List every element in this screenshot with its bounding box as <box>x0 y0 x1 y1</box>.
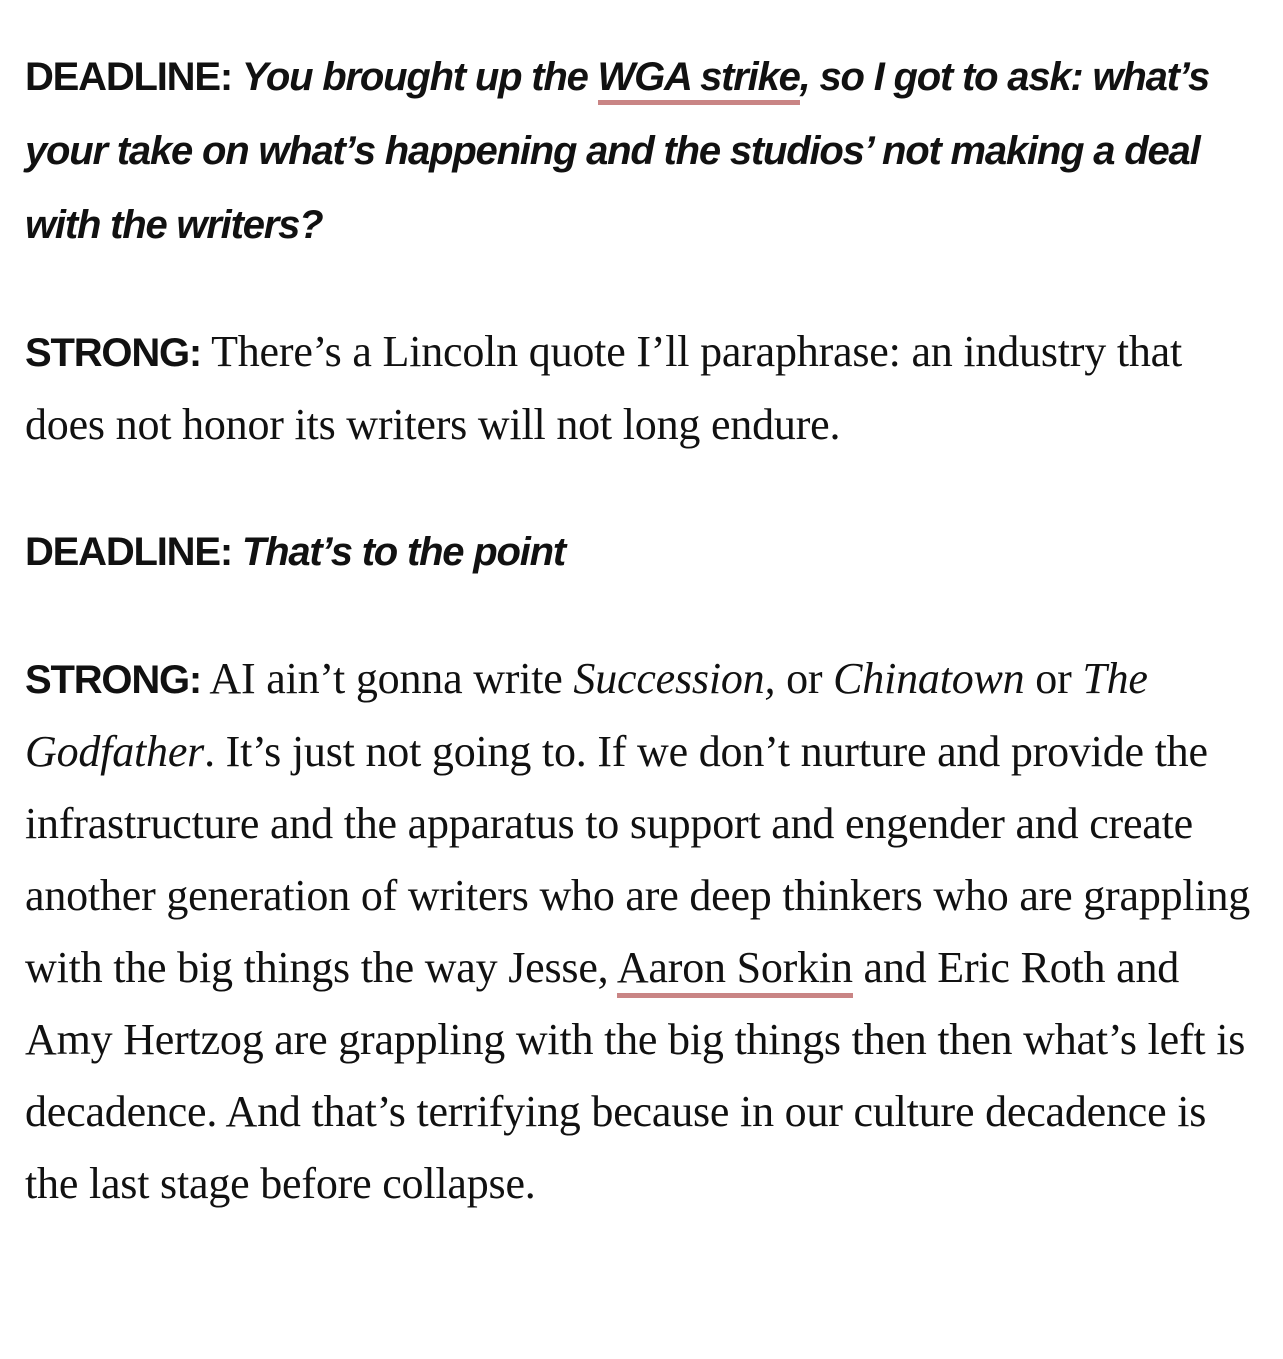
answer-text-5: and Eric Roth and Amy Hertzog are grappling with the big things then then what’s left is decadence. And that’s terrifying because in our culture decadence is the last stage before collapse. <box>25 943 1246 1208</box>
wga-strike-link[interactable]: WGA strike <box>598 55 800 105</box>
answer-1 <box>25 316 1260 461</box>
speaker-label: DEADLINE: <box>25 530 232 574</box>
question-text-end: , so I got to ask: what’s your take on what’s happening and the studios’ not making a deal with the writers? <box>25 55 1210 247</box>
answer-text-2: or <box>775 654 834 703</box>
aaron-sorkin-link[interactable]: Aaron Sorkin <box>617 943 853 998</box>
title-succession: Succession, <box>573 654 776 703</box>
speaker-label: STRONG: <box>25 658 202 702</box>
article-body <box>25 40 1260 1274</box>
answer-2 <box>25 643 1260 1220</box>
question-1 <box>25 40 1260 262</box>
question-text-start: You brought up the <box>241 55 598 99</box>
answer-text: There’s a Lincoln quote I’ll paraphrase: an industry that does not honor its writers will not long endure. <box>25 327 1182 449</box>
speaker-label: STRONG: <box>25 331 202 375</box>
title-godfather: The Godfather <box>25 654 1148 776</box>
answer-text-3: or <box>1024 654 1083 703</box>
answer-text-1: AI ain’t gonna write <box>209 654 574 703</box>
answer-text-4: . It’s just not going to. If we don’t nurture and provide the infrastructure and the apparatus to support and engender and create another generation of writers who are deep thinkers who are grappling with the big things the way Jesse, <box>25 727 1251 992</box>
question-text: That’s to the point <box>241 530 566 574</box>
speaker-label: DEADLINE: <box>25 55 232 99</box>
question-2 <box>25 515 1260 589</box>
title-chinatown: Chinatown <box>833 654 1025 703</box>
